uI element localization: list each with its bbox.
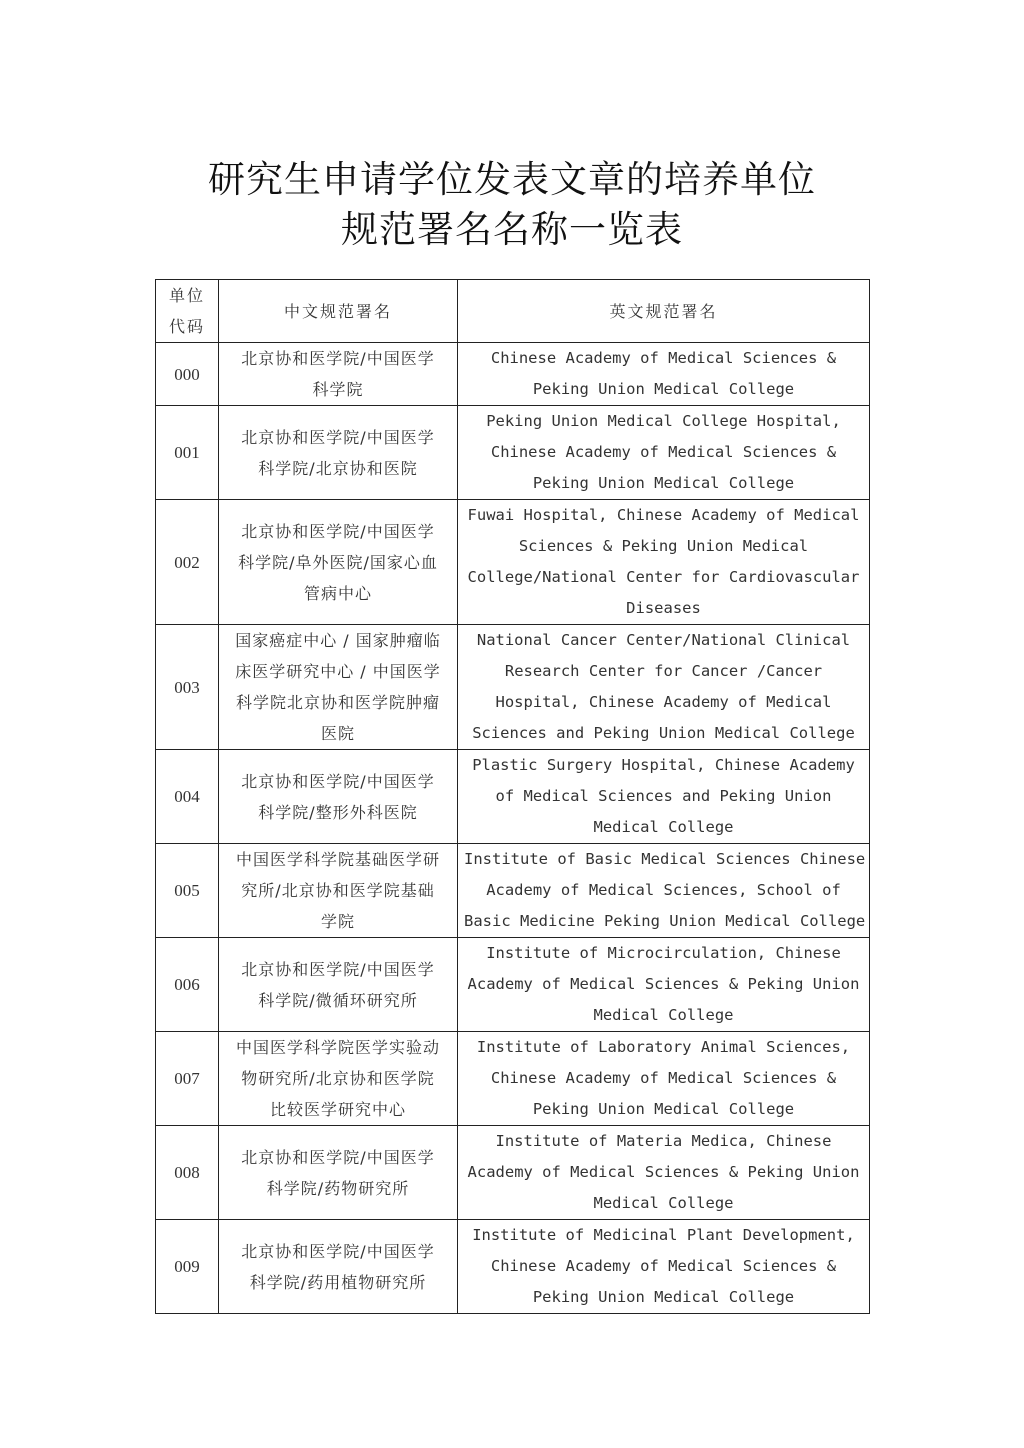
chinese-name-line: 北京协和医学院/中国医学 — [241, 959, 435, 979]
english-name-line: Chinese Academy of Medical Sciences & — [490, 1257, 837, 1275]
english-name-line: National Cancer Center/National Clinical — [476, 631, 851, 649]
english-name-line: Medical College — [593, 1006, 734, 1024]
header-unit-code-line-1: 单位 — [168, 286, 205, 305]
english-name-line: Chinese Academy of Medical Sciences & — [490, 1069, 837, 1087]
table-row — [156, 1032, 870, 1126]
english-name-cell — [458, 406, 870, 500]
unit-code-cell: 006 — [156, 938, 219, 1032]
chinese-name-line: 科学院/北京协和医院 — [258, 458, 418, 478]
english-name-line: Peking Union Medical College — [532, 1100, 795, 1118]
english-name-line: Institute of Basic Medical Sciences Chinese — [464, 850, 866, 868]
unit-code-cell: 007 — [156, 1032, 219, 1126]
table-row — [156, 1220, 870, 1314]
unit-code-cell: 005 — [156, 844, 219, 938]
english-name-cell — [458, 343, 870, 406]
english-name-line: Sciences & Peking Union Medical — [518, 537, 809, 555]
chinese-name-line: 科学院/药用植物研究所 — [249, 1272, 427, 1292]
header-unit-code-line-2: 代码 — [168, 317, 205, 336]
english-name-line: Diseases — [626, 599, 701, 617]
english-name-line: College/National Center for Cardiovascular — [467, 568, 860, 586]
page-title-line-2: 规范署名名称一览表 — [341, 207, 683, 251]
english-name-line: Chinese Academy of Medical Sciences & — [490, 443, 837, 461]
chinese-name-line: 北京协和医学院/中国医学 — [241, 427, 435, 447]
english-name-line: Peking Union Medical College — [532, 380, 795, 398]
chinese-name-line: 北京协和医学院/中国医学 — [241, 521, 435, 541]
unit-code-cell: 004 — [156, 750, 219, 844]
unit-names-table — [155, 279, 870, 1314]
english-name-line: Institute of Medicinal Plant Development, — [472, 1226, 855, 1244]
table-body — [156, 343, 870, 1314]
chinese-name-line: 北京协和医学院/中国医学 — [241, 1147, 435, 1167]
chinese-name-line: 中国医学科学院基础医学研 — [235, 850, 440, 869]
english-name-cell — [458, 844, 870, 938]
chinese-name-cell — [219, 1126, 458, 1220]
english-name-line: Chinese Academy of Medical Sciences & — [490, 349, 837, 367]
chinese-name-cell — [219, 406, 458, 500]
chinese-name-cell — [219, 1220, 458, 1314]
page-title — [0, 155, 1024, 255]
chinese-name-cell — [219, 1032, 458, 1126]
chinese-name-cell — [219, 938, 458, 1032]
table-row — [156, 406, 870, 500]
english-name-cell — [458, 500, 870, 625]
unit-code-cell: 008 — [156, 1126, 219, 1220]
english-name-line: Peking Union Medical College Hospital, — [486, 412, 841, 430]
english-name-cell — [458, 938, 870, 1032]
unit-code-cell: 009 — [156, 1220, 219, 1314]
english-name-cell — [458, 1032, 870, 1126]
chinese-name-line: 物研究所/北京协和医学院 — [241, 1069, 435, 1088]
english-name-line: Institute of Materia Medica, Chinese — [495, 1132, 832, 1150]
english-name-line: Institute of Microcirculation, Chinese — [486, 944, 841, 962]
english-name-line: Fuwai Hospital, Chinese Academy of Medical — [467, 506, 860, 524]
table-row — [156, 844, 870, 938]
table-row — [156, 625, 870, 750]
chinese-name-line: 北京协和医学院/中国医学 — [241, 1241, 435, 1261]
unit-code-cell: 003 — [156, 625, 219, 750]
chinese-name-line: 科学院北京协和医学院肿瘤 — [235, 693, 440, 712]
table-row — [156, 343, 870, 406]
chinese-name-cell — [219, 625, 458, 750]
chinese-name-cell — [219, 844, 458, 938]
english-name-line: of Medical Sciences and Peking Union — [495, 787, 832, 805]
unit-code-cell: 000 — [156, 343, 219, 406]
page-title-line-1: 研究生申请学位发表文章的培养单位 — [208, 157, 816, 201]
english-name-line: Sciences and Peking Union Medical College — [472, 724, 855, 742]
chinese-name-line: 北京协和医学院/中国医学 — [241, 349, 435, 368]
english-name-cell — [458, 750, 870, 844]
chinese-name-line: 究所/北京协和医学院基础 — [241, 881, 435, 900]
english-name-line: Plastic Surgery Hospital, Chinese Academy — [472, 756, 855, 774]
header-unit-code — [156, 280, 219, 343]
table-header-row — [156, 280, 870, 343]
chinese-name-line: 科学院/药物研究所 — [266, 1178, 410, 1198]
english-name-line: Peking Union Medical College — [532, 1288, 795, 1306]
chinese-name-line: 床医学研究中心 / 中国医学 — [235, 662, 441, 681]
english-name-line: Academy of Medical Sciences & Peking Union — [467, 1163, 860, 1181]
english-name-line: Medical College — [593, 1194, 734, 1212]
english-name-cell — [458, 1126, 870, 1220]
english-name-cell — [458, 1220, 870, 1314]
english-name-line: Hospital, Chinese Academy of Medical — [495, 693, 832, 711]
chinese-name-line: 北京协和医学院/中国医学 — [241, 771, 435, 791]
unit-code-cell: 001 — [156, 406, 219, 500]
chinese-name-cell — [219, 343, 458, 406]
english-name-line: Medical College — [593, 818, 734, 836]
chinese-name-line: 管病中心 — [303, 583, 372, 603]
english-name-line: Research Center for Cancer /Cancer — [504, 662, 823, 680]
chinese-name-line: 科学院/整形外科医院 — [258, 802, 418, 822]
unit-code-cell: 002 — [156, 500, 219, 625]
chinese-name-line: 学院 — [320, 912, 355, 931]
table-row — [156, 938, 870, 1032]
english-name-line: Peking Union Medical College — [532, 474, 795, 492]
chinese-name-line: 医院 — [320, 724, 355, 743]
english-name-line: Academy of Medical Sciences, School of — [486, 881, 841, 899]
chinese-name-line: 比较医学研究中心 — [269, 1100, 406, 1119]
chinese-name-cell — [219, 750, 458, 844]
english-name-line: Institute of Laboratory Animal Sciences, — [476, 1038, 851, 1056]
chinese-name-line: 中国医学科学院医学实验动 — [235, 1038, 440, 1057]
chinese-name-line: 国家癌症中心 / 国家肿瘤临 — [235, 631, 441, 650]
chinese-name-line: 科学院/微循环研究所 — [258, 990, 418, 1010]
table-row — [156, 500, 870, 625]
table-row — [156, 1126, 870, 1220]
header-chinese-name: 中文规范署名 — [219, 280, 458, 343]
chinese-name-cell — [219, 500, 458, 625]
chinese-name-line: 科学院/阜外医院/国家心血 — [238, 552, 438, 572]
chinese-name-line: 科学院 — [312, 380, 364, 399]
table-row — [156, 750, 870, 844]
english-name-line: Academy of Medical Sciences & Peking Union — [467, 975, 860, 993]
english-name-cell — [458, 625, 870, 750]
english-name-line: Basic Medicine Peking Union Medical College — [464, 912, 866, 930]
header-english-name: 英文规范署名 — [458, 280, 870, 343]
